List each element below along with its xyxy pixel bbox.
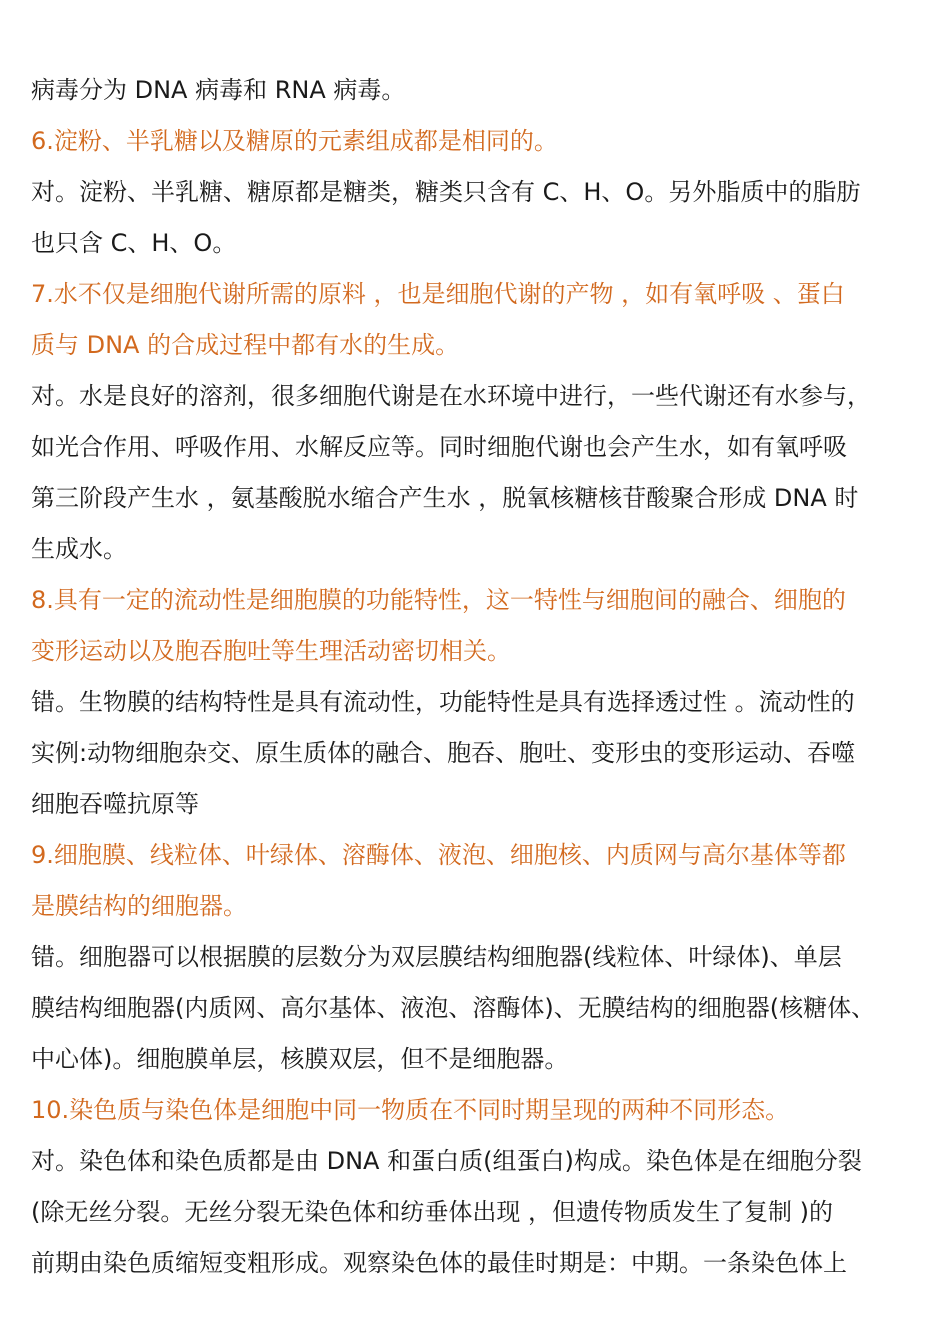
- answer-7-line-4: 生成水。: [31, 535, 127, 563]
- answer-10-line-3: 前期由染色质缩短变粗形成。观察染色体的最佳时期是：中期。一条染色体上: [31, 1249, 847, 1277]
- question-8-line-1: 8.具有一定的流动性是细胞膜的功能特性，这一特性与细胞间的融合、细胞的: [31, 586, 846, 614]
- question-7-line-1: 7.水不仅是细胞代谢所需的原料 ，也是细胞代谢的产物 ，如有氧呼吸 、蛋白: [31, 280, 845, 308]
- answer-9-line-1: 错。细胞器可以根据膜的层数分为双层膜结构细胞器(线粒体、叶绿体)、单层: [31, 943, 842, 971]
- question-10: 10.染色质与染色体是细胞中同一物质在不同时期呈现的两种不同形态。: [31, 1096, 790, 1124]
- answer-line: 病毒分为 DNA 病毒和 RNA 病毒。: [31, 76, 406, 104]
- answer-7-line-3: 第三阶段产生水 ，氨基酸脱水缩合产生水 ，脱氧核糖核苷酸聚合形成 DNA 时: [31, 484, 859, 512]
- answer-6-line-1: 对。淀粉、半乳糖、糖原都是糖类，糖类只含有 C、H、O。另外脂质中的脂肪: [31, 178, 861, 206]
- answer-7-line-2: 如光合作用、呼吸作用、水解反应等。同时细胞代谢也会产生水，如有氧呼吸: [31, 433, 847, 461]
- answer-6-line-2: 也只含 C、H、O。: [31, 229, 237, 257]
- question-9-line-2: 是膜结构的细胞器。: [31, 892, 247, 920]
- answer-9-line-2: 膜结构细胞器(内质网、高尔基体、液泡、溶酶体)、无膜结构的细胞器(核糖体、: [31, 994, 876, 1022]
- question-6: 6.淀粉、半乳糖以及糖原的元素组成都是相同的。: [31, 127, 558, 155]
- answer-10-line-2: (除无丝分裂。无丝分裂无染色体和纺垂体出现 ，但遗传物质发生了复制 )的: [31, 1198, 833, 1226]
- question-9-line-1: 9.细胞膜、线粒体、叶绿体、溶酶体、液泡、细胞核、内质网与高尔基体等都: [31, 841, 846, 869]
- answer-7-line-1: 对。水是良好的溶剂，很多细胞代谢是在水环境中进行，一些代谢还有水参与，: [31, 382, 871, 410]
- answer-10-line-1: 对。染色体和染色质都是由 DNA 和蛋白质(组蛋白)构成。染色体是在细胞分裂: [31, 1147, 862, 1175]
- question-7-line-2: 质与 DNA 的合成过程中都有水的生成。: [31, 331, 460, 359]
- answer-9-line-3: 中心体)。细胞膜单层，核膜双层，但不是细胞器。: [31, 1045, 569, 1073]
- question-8-line-2: 变形运动以及胞吞胞吐等生理活动密切相关。: [31, 637, 511, 665]
- answer-8-line-1: 错。生物膜的结构特性是具有流动性，功能特性是具有选择透过性 。流动性的: [31, 688, 855, 716]
- answer-8-line-2: 实例:动物细胞杂交、原生质体的融合、胞吞、胞吐、变形虫的变形运动、吞噬: [31, 739, 856, 767]
- answer-8-line-3: 细胞吞噬抗原等: [31, 790, 199, 818]
